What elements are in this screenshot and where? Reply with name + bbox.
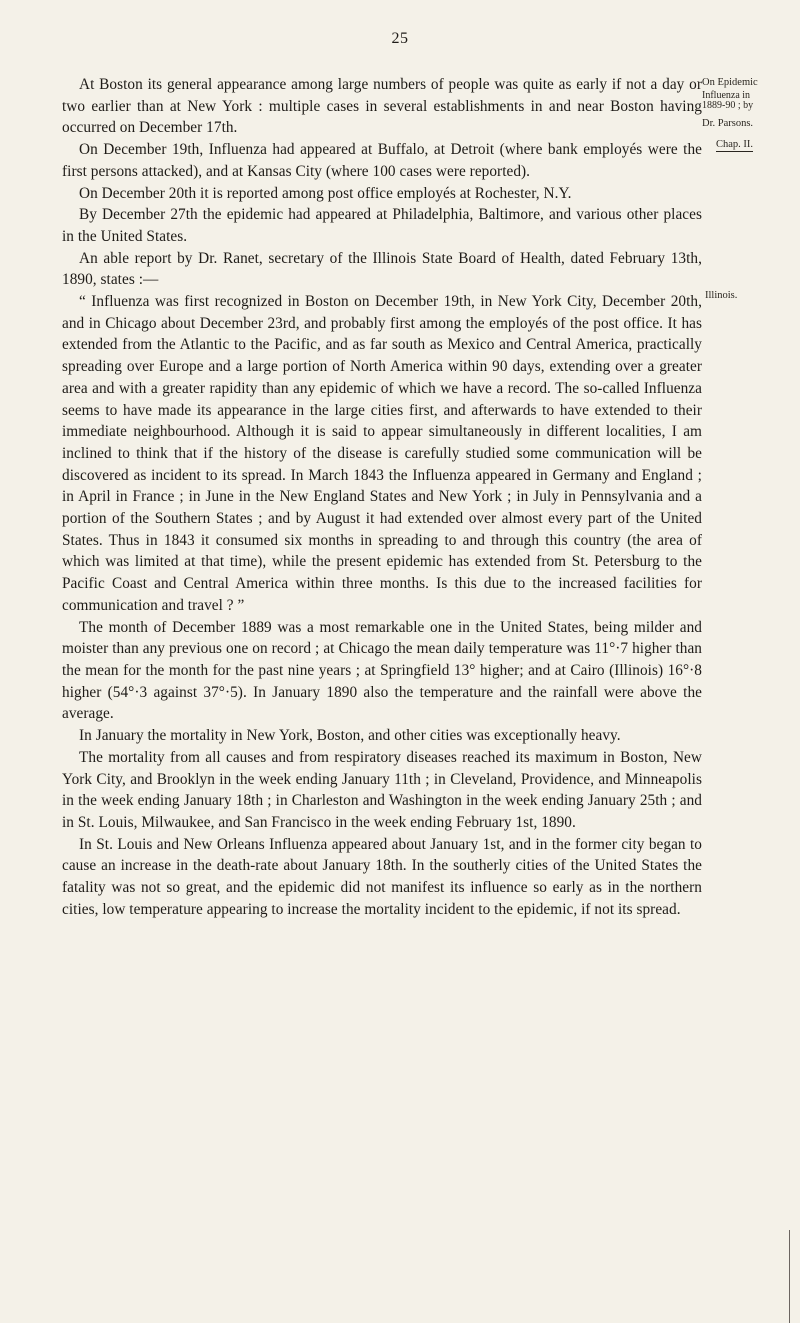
paragraph-boston: At Boston its general appearance among large numbers of people was quite as early if not a day or two earlier than at New York : multiple cases in several establishments in and near Boston having occurred on December 17th. <box>62 76 702 137</box>
text-body <box>62 74 702 920</box>
paragraph-january-mortality: In January the mortality in New York, Boston, and other cities was exceptionally heavy. <box>79 727 621 745</box>
margin-note-epidemic: On Epidemic <box>702 77 758 88</box>
page-edge-divider <box>789 1230 790 1323</box>
paragraph-december-weather: The month of December 1889 was a most remarkable one in the United States, being milder and moister than any previous one on record ; at Chicago the mean daily temperature was 11°·7 higher than the mean for the month for the past nine years ; at Springfield 13° higher; and at Cairo (Illinois) 16°·8 higher (54°·3 against 37°·5). In January 1890 also the temperature and the rainfall were above the average. <box>62 618 702 723</box>
page-number: 25 <box>391 30 409 47</box>
margin-note-chapter: Chap. II. <box>716 139 754 150</box>
paragraph-buffalo: On December 19th, Influenza had appeared at Buffalo, at Detroit (where bank employés were the first persons attacked), and at Kansas City (where 100 cases were reported). <box>62 141 702 180</box>
paragraph-respiratory-mortality: The mortality from all causes and from respiratory diseases reached its maximum in Boston, New York City, and Brooklyn in the week ending January 11th ; in Cleveland, Providence, and Minneapolis in the week ending January 18th ; in Charleston and Washington in the week ending January 25th ; and in St. Louis, Milwaukee, and San Francisco in the week ending February 1st, 1890. <box>62 748 702 831</box>
paragraph-report-intro: An able report by Dr. Ranet, secretary of the Illinois State Board of Health, dated February 13th, 1890, states :— <box>62 249 702 289</box>
paragraph-st-louis: In St. Louis and New Orleans Influenza appeared about January 1st, and in the former city began to cause an increase in the death-rate about January 18th. In the southerly cities of the United States the fatality was not so great, and the epidemic did not manifest its influence so early as in the northern cities, low temperature appearing to increase the mortality incident to the epidemic, if not its spread. <box>62 835 702 918</box>
margin-note-year: 1889-90 ; by <box>702 100 754 111</box>
paragraph-report-quote: “ Influenza was first recognized in Boston on December 19th, in New York City, December 20th, and in Chicago about December 23rd, and probably first among the employés of the post office. It has extended from the Atlantic to the Pacific, and as far south as Mexico and Central America, practically spreading over Europe and a large portion of North America within 90 days, extending over a greater area and with a greater rapidity than any epidemic of which we have a record. The so-called Influenza seems to have made its appearance in the large cities first, and afterwards to have extended to their immediate neighbourhood. Although it is said to appear simultaneously in different localities, I am inclined to think that if the history of the disease is carefully studied some communication will be discovered as incident to its spread. In March 1843 the Influenza appeared in Germany and England ; in April in France ; in June in the New England States and New York ; in July in Pennsylvania and a portion of the Southern States ; and by August it had extended over almost every part of the United States. Thus in 1843 it consumed six months in spreading to and through this country (the area of which was limited at that time), while the present epidemic has extended from St. Petersburg to the Pacific Coast and Central America within three months. Is this due to the increased facilities for communication and travel ? ” <box>62 293 702 614</box>
margin-note-influenza: Influenza in <box>702 90 751 101</box>
paragraph-rochester: On December 20th it is reported among post office employés at Rochester, N.Y. <box>79 184 572 202</box>
paragraph-philadelphia: By December 27th the epidemic had appeared at Philadelphia, Baltimore, and various other places in the United States. <box>62 206 702 245</box>
margin-note-author: Dr. Parsons. <box>702 118 754 129</box>
margin-note-illinois: Illinois. <box>705 290 738 301</box>
